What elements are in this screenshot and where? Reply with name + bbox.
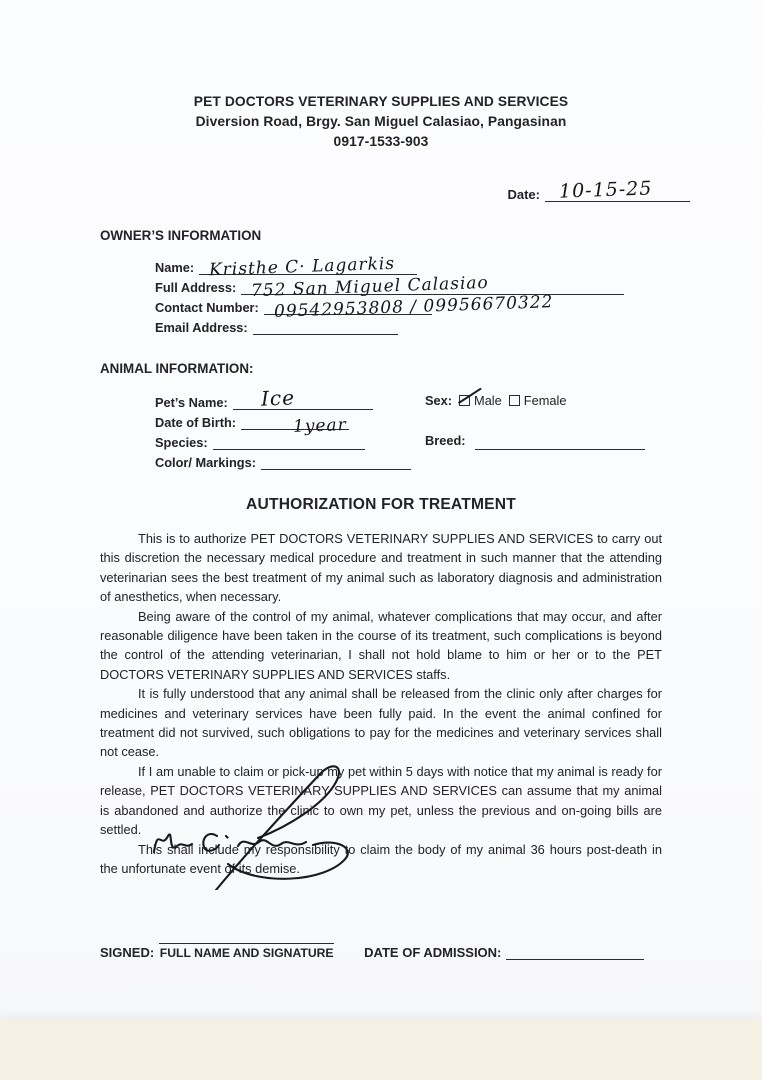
owner-email-line <box>253 319 398 335</box>
breed-field <box>425 432 645 450</box>
owner-name-row <box>155 253 762 281</box>
signature-line <box>159 928 334 944</box>
animal-section-title: ANIMAL INFORMATION: <box>100 361 254 376</box>
sex-male-label: Male <box>474 393 502 408</box>
breed-line <box>475 434 645 450</box>
signature-block <box>159 928 334 960</box>
color-markings-row <box>155 450 762 470</box>
owner-name-line <box>199 253 417 281</box>
date-of-birth-line <box>241 414 349 437</box>
pet-name-handwritten-value: Ice <box>260 385 296 411</box>
clinic-address: Diversion Road, Brgy. San Miguel Calasiao, Pangasinan <box>195 114 567 129</box>
sex-label: Sex: <box>425 393 453 408</box>
owner-email-label: Email Address: <box>155 320 248 335</box>
pet-name-line <box>233 385 373 411</box>
pet-name-label: Pet’s Name: <box>155 395 228 410</box>
color-markings-line <box>261 454 411 470</box>
sex-female-label: Female <box>523 393 567 408</box>
signature-caption: FULL NAME AND SIGNATURE <box>159 946 334 961</box>
date-line <box>545 177 690 203</box>
clinic-name: PET DOCTORS VETERINARY SUPPLIES AND SERVICES <box>193 94 569 109</box>
species-label: Species: <box>155 435 208 450</box>
male-checkbox-checked-icon <box>459 395 470 406</box>
authorization-body <box>100 529 662 878</box>
signature-footer <box>100 928 762 960</box>
authorization-paragraph-2: Being aware of the control of my animal, whatever complications that may occur, and after reasonable diligence have been taken in the course of its treatment, such complications is beyond the control of the attending veterinarian, I shall not hold blame to him or her or to the PET DOCTORS VETERINARY SUPPLIES AND SERVICES staffs. <box>100 608 662 682</box>
owner-section-title: OWNER’S INFORMATION <box>100 228 262 243</box>
owner-address-line <box>241 272 624 302</box>
owner-address-label: Full Address: <box>155 280 237 295</box>
authorization-title: AUTHORIZATION FOR TREATMENT <box>246 496 516 513</box>
breed-label: Breed: <box>425 433 466 448</box>
owner-fields <box>155 255 762 335</box>
owner-contact-line <box>264 292 554 322</box>
sex-field <box>425 392 566 410</box>
authorization-paragraph-5: This shall include my responsibility to claim the body of my animal 36 hours post-death in the unfortunate event of its demise. <box>100 841 662 876</box>
animal-fields <box>155 385 762 470</box>
clinic-header <box>0 0 762 152</box>
authorization-paragraph-1: This is to authorize PET DOCTORS VETERINARY SUPPLIES AND SERVICES to carry out this discretion the necessary medical procedure and treatment in such manner that the attending veterinarian sees the best treatment of my animal such as laboratory diagnosis and administration of anesthetics, when necessary. <box>100 531 662 605</box>
species-line <box>213 434 365 450</box>
signed-label: SIGNED: <box>100 945 155 961</box>
authorization-paragraph-4: If I am unable to claim or pick-up my pet within 5 days with notice that my animal is ready for release, PET DOCTORS VETERINARY SUPPLIES AND SERVICES can assume that my animal is abandoned and authorize the clinic to own my pet, unless the previous and on-going bills are settled. <box>100 763 662 838</box>
owner-contact-handwritten-value: 09542953808 / 09956670322 <box>273 292 554 322</box>
date-of-birth-handwritten-value: 1year <box>292 415 348 437</box>
date-handwritten-value: 10-15-25 <box>558 177 653 203</box>
clinic-phone: 0917-1533-903 <box>333 134 429 149</box>
female-checkbox-icon <box>509 395 520 406</box>
owner-email-row <box>155 315 762 335</box>
owner-contact-label: Contact Number: <box>155 300 259 315</box>
owner-address-handwritten-value: 752 San Miguel Calasiao <box>251 272 490 302</box>
owner-name-handwritten-value: Kristhe C· Lagarkis <box>208 253 396 281</box>
owner-name-label: Name: <box>155 260 195 275</box>
authorization-paragraph-3: It is fully understood that any animal shall be released from the clinic only after charges for medicines and veterinary services have been fully paid. In the event the animal confined for treatment did not survived, such obligations to pay for the medicines and veterinary services shall not cease. <box>100 686 662 760</box>
admission-date-line <box>506 944 644 960</box>
date-label: Date: <box>507 187 540 202</box>
date-of-birth-label: Date of Birth: <box>155 415 237 430</box>
admission-date-field <box>364 944 644 960</box>
date-field <box>0 177 762 203</box>
color-markings-label: Color/ Markings: <box>155 455 256 470</box>
owner-contact-row <box>155 292 762 322</box>
admission-date-label: DATE OF ADMISSION: <box>364 945 502 961</box>
date-of-birth-row <box>155 410 762 437</box>
scanner-bed-band <box>0 1019 762 1080</box>
